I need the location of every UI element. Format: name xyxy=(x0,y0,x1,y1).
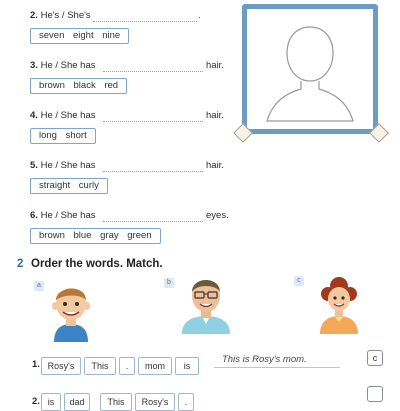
question-number: 3. xyxy=(30,60,38,71)
word-tile[interactable]: mom xyxy=(138,357,172,375)
question-4 xyxy=(30,110,96,121)
option-word: blue xyxy=(73,230,92,241)
question-2 xyxy=(30,10,91,21)
picture-tag-c: c xyxy=(294,276,304,286)
answer-blank-3[interactable] xyxy=(103,70,203,72)
options-box-6 xyxy=(30,228,161,244)
option-word: curly xyxy=(78,180,99,191)
option-word: brown xyxy=(39,230,65,241)
word-tile[interactable]: This xyxy=(100,393,132,411)
options-box-3 xyxy=(30,78,127,94)
match-letter-box[interactable]: c xyxy=(367,350,383,366)
question-prefix: He / She has xyxy=(40,60,96,71)
question-suffix: eyes. xyxy=(206,210,229,221)
question-prefix: He / She has xyxy=(40,110,96,121)
picture-tag-b: b xyxy=(164,278,174,288)
woman-illustration xyxy=(316,272,362,334)
option-word: brown xyxy=(39,80,65,91)
order-item-number: 1. xyxy=(32,359,40,370)
question-prefix: He's / She's xyxy=(40,10,91,21)
question-5 xyxy=(30,160,96,171)
question-suffix: hair. xyxy=(206,160,224,171)
options-box-4 xyxy=(30,128,96,144)
option-word: eight xyxy=(73,30,94,41)
options-box-5 xyxy=(30,178,108,194)
option-word: nine xyxy=(102,30,121,41)
question-suffix: hair. xyxy=(206,110,224,121)
option-word: gray xyxy=(100,230,119,241)
section-number: 2 xyxy=(17,258,24,270)
answer-blank-4[interactable] xyxy=(103,120,203,122)
picture-tag-a: a xyxy=(34,281,44,291)
question-6 xyxy=(30,210,96,221)
options-box-2 xyxy=(30,28,129,44)
question-prefix: He / She has xyxy=(40,160,96,171)
person-silhouette-icon xyxy=(247,9,373,129)
answer-text: This is Rosy's mom. xyxy=(222,354,307,365)
question-number: 5. xyxy=(30,160,38,171)
word-tile[interactable]: is xyxy=(41,393,61,411)
question-suffix: hair. xyxy=(206,60,224,71)
option-word: seven xyxy=(39,30,65,41)
boy-illustration xyxy=(44,278,98,342)
option-word: black xyxy=(73,80,96,91)
order-item-number: 2. xyxy=(32,396,40,407)
word-tile[interactable]: . xyxy=(119,357,135,375)
question-number: 6. xyxy=(30,210,38,221)
question-prefix: He / She has xyxy=(40,210,96,221)
answer-blank-2[interactable] xyxy=(93,20,197,22)
portrait-frame[interactable] xyxy=(242,4,378,134)
word-tile[interactable]: Rosy's xyxy=(135,393,175,411)
option-word: long xyxy=(39,130,57,141)
man-illustration xyxy=(176,272,236,334)
answer-blank-5[interactable] xyxy=(103,170,203,172)
question-number: 2. xyxy=(30,10,38,21)
word-tile[interactable]: Rosy's xyxy=(41,357,81,375)
word-tile[interactable]: . xyxy=(178,393,194,411)
option-word: straight xyxy=(39,180,71,191)
answer-line[interactable] xyxy=(214,367,340,368)
question-suffix: . xyxy=(198,10,201,21)
option-word: short xyxy=(65,130,87,141)
word-tile[interactable]: This xyxy=(84,357,116,375)
word-tile[interactable]: dad xyxy=(64,393,90,411)
word-tile[interactable]: is xyxy=(175,357,199,375)
question-3 xyxy=(30,60,96,71)
section-title: Order the words. Match. xyxy=(31,258,163,270)
option-word: green xyxy=(127,230,152,241)
answer-blank-6[interactable] xyxy=(103,220,203,222)
question-number: 4. xyxy=(30,110,38,121)
option-word: red xyxy=(104,80,119,91)
